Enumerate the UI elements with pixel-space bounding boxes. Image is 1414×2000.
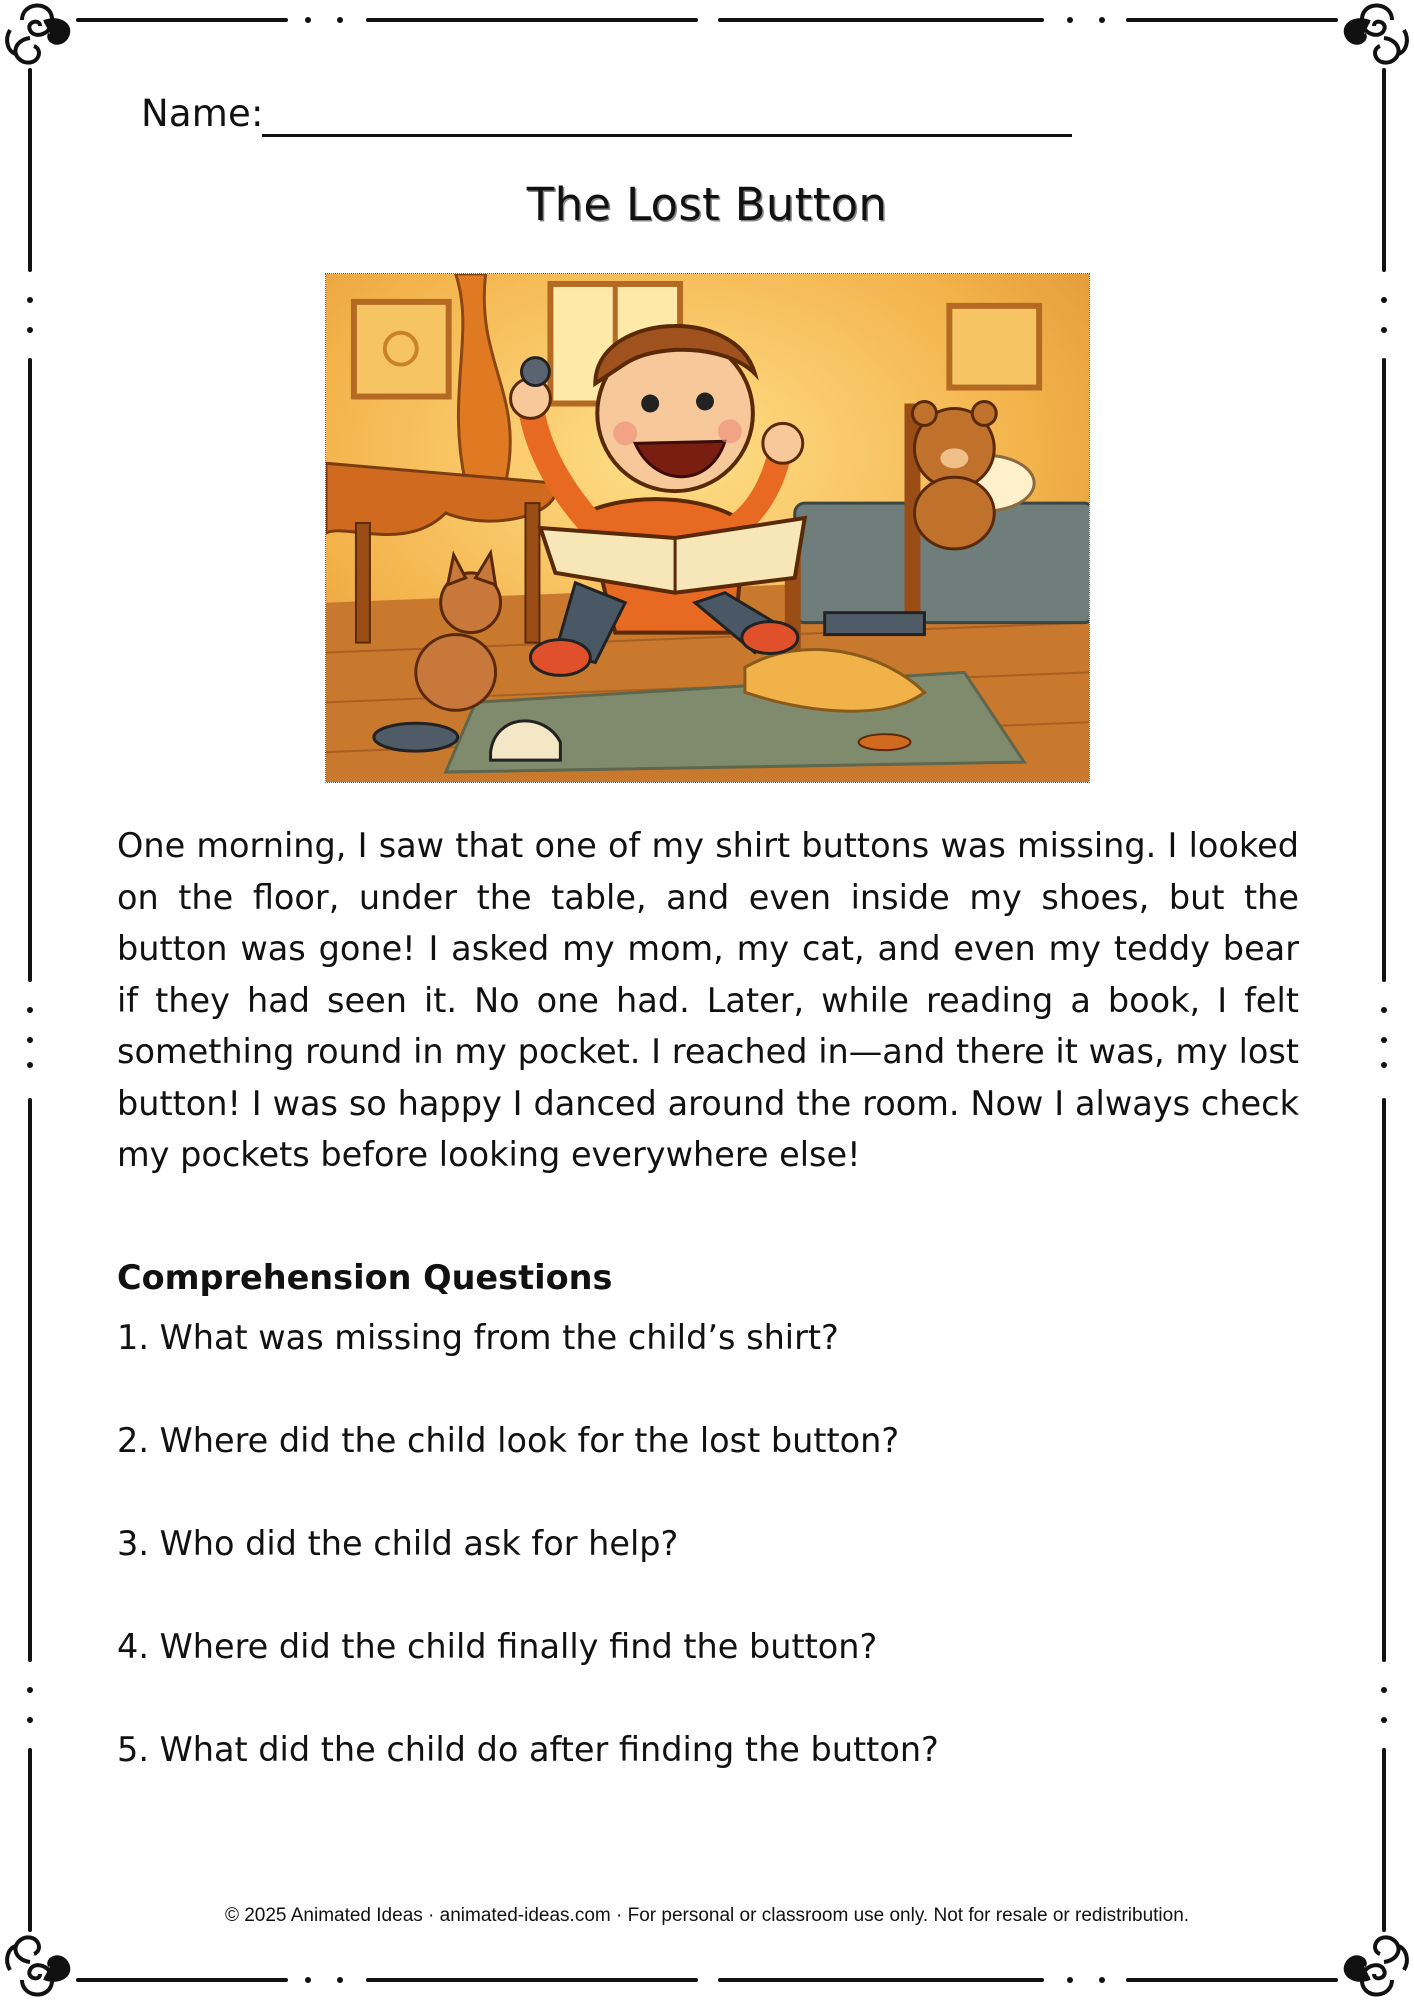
questions-heading: Comprehension Questions [117, 1258, 613, 1297]
question-1: 1. What was missing from the child’s shirt? [117, 1318, 839, 1357]
worksheet-title: The Lost Button [526, 178, 888, 231]
question-2: 2. Where did the child look for the lost button? [117, 1421, 900, 1460]
copyright-footer: © 2025 Animated Ideas · animated-ideas.com · For personal or classroom use only. Not for resale or redistribution. [224, 1905, 1190, 1926]
question-4: 4. Where did the child finally find the button? [117, 1627, 878, 1666]
name-label: Name: [141, 92, 264, 135]
name-write-line[interactable] [262, 134, 1072, 137]
story-paragraph: One morning, I saw that one of my shirt buttons was missing. I looked on the floor, under the table, and even inside my shoes, but the button was gone! I asked my mom, my cat, and even my teddy bear if they had seen it. No one had. Later, while reading a book, I felt something round in my pocket. I reached in—and there it was, my lost button! I was so happy I danced around the room. Now I always check my pockets before looking everywhere else! [117, 826, 1299, 1174]
question-3: 3. Who did the child ask for help? [117, 1524, 679, 1563]
corner-ornament-icon [7, 5, 68, 62]
question-5: 5. What did the child do after finding the button? [117, 1730, 939, 1769]
story-illustration [325, 273, 1090, 783]
